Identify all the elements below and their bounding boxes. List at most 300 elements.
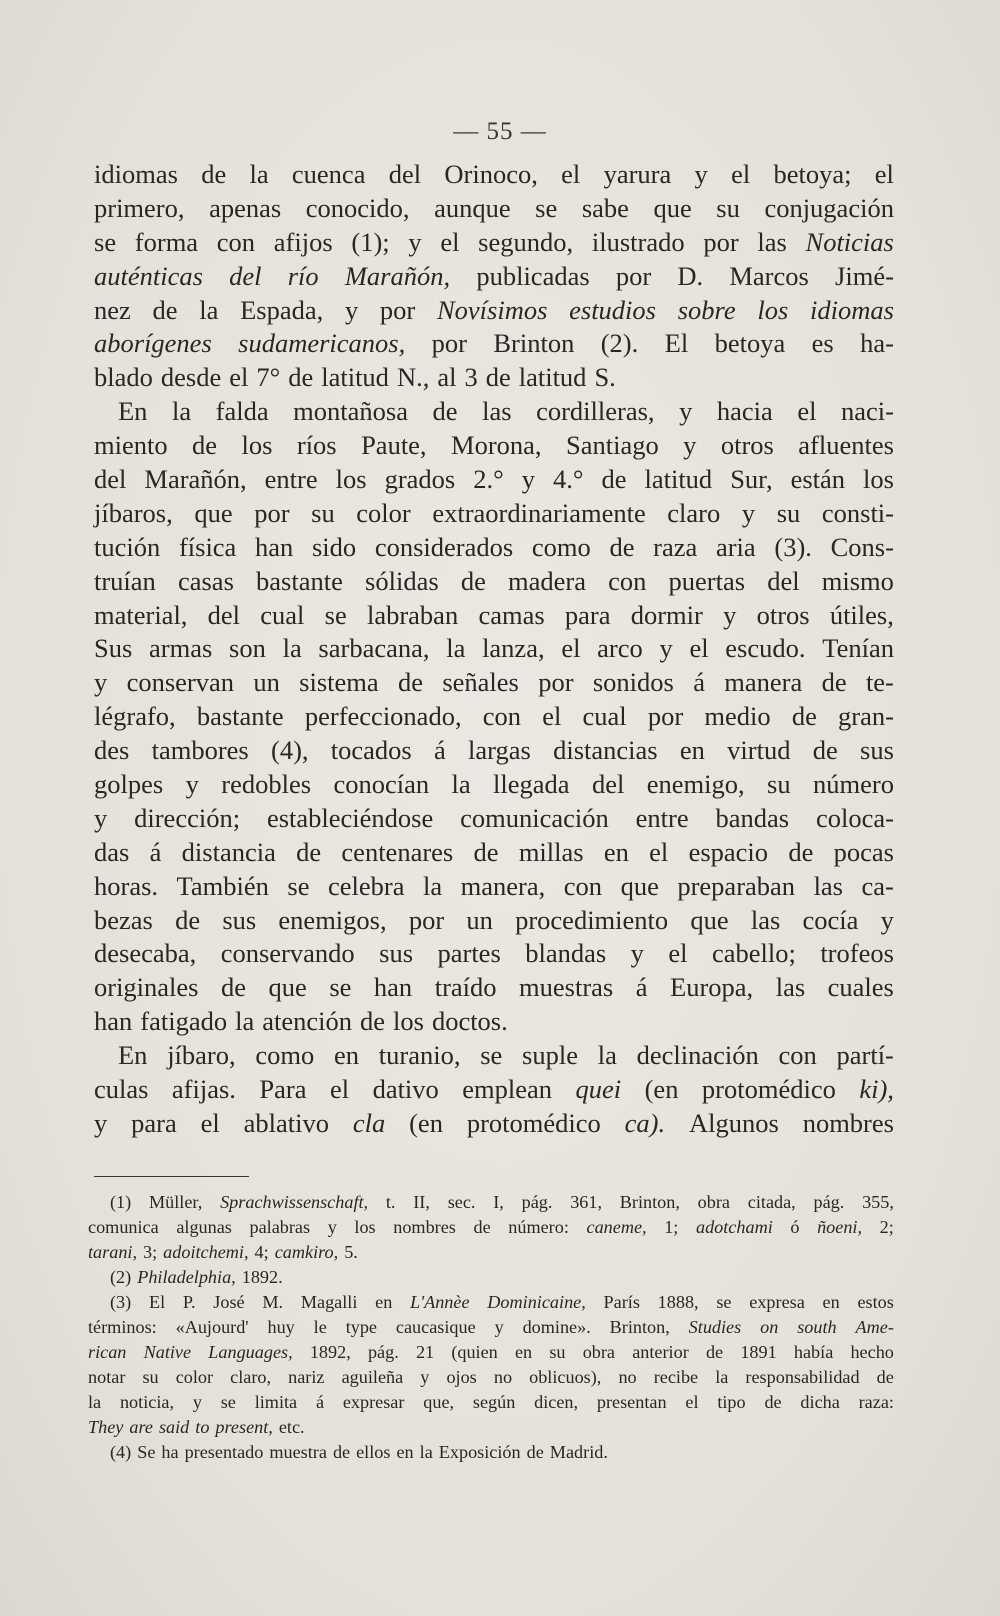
word: se (329, 972, 352, 1003)
word: José (213, 1292, 245, 1312)
word: comunica (88, 1217, 159, 1237)
word: (3) (110, 1292, 132, 1312)
word: notar (88, 1367, 126, 1387)
word: to (195, 1417, 210, 1437)
text-line (94, 1005, 894, 1039)
word: Madrid. (549, 1442, 608, 1462)
word: bezas (94, 904, 153, 935)
text-line (94, 870, 894, 904)
word: escudo. (725, 633, 806, 664)
word: (4) (110, 1442, 132, 1462)
word: I, (493, 1192, 504, 1212)
word: fatigado (140, 1006, 228, 1037)
word: protomédico (701, 1074, 836, 1105)
word: Native (143, 1342, 192, 1362)
word: sólidas (365, 565, 439, 596)
word: y (408, 226, 422, 257)
word: ríos (296, 430, 337, 461)
word: de (288, 362, 314, 393)
word: grados (384, 464, 456, 495)
word: el (329, 1074, 350, 1105)
word: cuenca (291, 159, 366, 189)
word: 1892, (309, 1342, 351, 1362)
word: en (514, 1342, 533, 1362)
word: por (615, 260, 652, 291)
word: suple (522, 1040, 578, 1071)
word: y (521, 464, 535, 495)
word: Europa, (670, 972, 754, 1003)
word: noticia, (119, 1392, 174, 1412)
footnote-line (88, 1415, 894, 1440)
word: son (229, 633, 266, 664)
word: y (344, 294, 359, 325)
word: enemigos, (278, 904, 387, 935)
word: (4), (271, 735, 309, 766)
word: conocido, (305, 192, 410, 223)
word: 3; (143, 1242, 158, 1262)
word: nez (94, 294, 131, 325)
word: sus (379, 938, 414, 969)
word: número: (508, 1217, 569, 1237)
word: virtud (727, 735, 791, 766)
word: 355, (862, 1192, 894, 1212)
word: muestras (519, 972, 614, 1003)
word: París (603, 1292, 640, 1312)
word: claro (667, 497, 721, 528)
word: falda (215, 396, 269, 427)
word: de (221, 972, 247, 1003)
word: protomédico (466, 1107, 601, 1138)
word: Marañón, (144, 464, 247, 495)
footnote-line (88, 1240, 894, 1265)
word: había (793, 1342, 834, 1362)
word: por (408, 904, 445, 935)
word: de (526, 1442, 544, 1462)
word: sido (311, 531, 357, 562)
word: en (679, 735, 705, 766)
word: llegada (493, 769, 570, 800)
word: del (229, 260, 262, 291)
word: traído (434, 972, 497, 1003)
word: 361, (570, 1192, 603, 1212)
word: de (432, 396, 458, 427)
word: que (620, 870, 659, 901)
text-line (94, 1073, 894, 1107)
word: claro, (230, 1367, 272, 1387)
word: Brinton, (619, 1192, 680, 1212)
word: ñoeni, (817, 1217, 863, 1237)
word: Ame- (855, 1317, 894, 1337)
word: á (149, 836, 162, 867)
footnote-line (88, 1315, 894, 1340)
footnote-separator (94, 1176, 249, 1177)
word: con (563, 870, 603, 901)
word: sistema (299, 667, 379, 698)
text-line (94, 192, 894, 226)
word: manera, (460, 870, 546, 901)
word: des (94, 735, 130, 766)
word: betoya; (773, 159, 852, 189)
word: (en (409, 1107, 443, 1138)
word: expresar (342, 1392, 405, 1412)
word: han (373, 972, 413, 1003)
word: (3). (774, 531, 812, 562)
word: 4.° (552, 464, 584, 495)
text-line (94, 497, 894, 531)
word: responsabilidad (745, 1367, 860, 1387)
word: nombres (393, 1217, 456, 1237)
word: de (175, 904, 201, 935)
word: presentado (184, 1442, 264, 1462)
word: estudios (569, 294, 656, 325)
word: su (311, 497, 335, 528)
word: sec. (447, 1192, 476, 1212)
word: ha (161, 1442, 179, 1462)
word: Espada, (240, 294, 324, 325)
word: de (473, 1217, 491, 1237)
word: conservando (220, 938, 355, 969)
word: entre (264, 464, 318, 495)
word: redobles (221, 769, 312, 800)
word: 2; (879, 1217, 894, 1237)
word: las (813, 870, 843, 901)
word: caneme, (586, 1217, 647, 1237)
word: y (880, 904, 894, 935)
word: (1); (351, 226, 390, 257)
word: por (379, 294, 416, 325)
word: según (472, 1392, 516, 1412)
word: Sur, (730, 464, 773, 495)
word: que (194, 497, 233, 528)
word: oblicuos), (529, 1367, 602, 1387)
word: bastante (256, 565, 343, 596)
word: cabello; (711, 938, 796, 969)
word: En (118, 1040, 148, 1071)
word: á (635, 972, 648, 1003)
word: bastante (196, 701, 284, 732)
word: de (601, 464, 627, 495)
word: el (797, 396, 817, 427)
word: Marcos (729, 260, 809, 291)
word: adotchami (695, 1217, 773, 1237)
word: (2) (110, 1267, 132, 1287)
word: pocas (833, 836, 894, 867)
word: doctos. (431, 1006, 508, 1037)
word: de (705, 1342, 724, 1362)
word: y (630, 938, 644, 969)
word: S. (594, 362, 616, 393)
word: Müller, (148, 1192, 203, 1212)
word: golpes (94, 769, 164, 800)
word: y (327, 1217, 337, 1237)
word: la (446, 633, 466, 664)
word: de (812, 735, 838, 766)
word: de (398, 667, 424, 698)
word: ilustrado (591, 226, 685, 257)
word: número (813, 769, 894, 800)
word: del (388, 159, 422, 189)
word: partí- (836, 1040, 894, 1071)
word: que, (423, 1392, 455, 1412)
word: su (776, 497, 801, 528)
word: Orinoco, (444, 159, 538, 189)
word: la (597, 1040, 617, 1071)
word: un (466, 904, 493, 935)
word: (2). (600, 328, 639, 359)
word: la (423, 870, 443, 901)
word: y (723, 599, 737, 630)
word: puertas (668, 565, 746, 596)
word: del (94, 464, 127, 495)
footnote-line (88, 1290, 894, 1315)
word: en (375, 1292, 393, 1312)
word: la (419, 1442, 433, 1462)
word: sudamericanos, (238, 328, 406, 359)
footnote-line (88, 1440, 894, 1465)
word: como (255, 1040, 315, 1071)
word: espacio (688, 836, 769, 867)
word: coloca- (815, 802, 894, 833)
word: y (94, 1107, 108, 1138)
word: las (775, 972, 806, 1003)
word: del (767, 565, 800, 596)
word: segundo, (478, 226, 574, 257)
word: aborígenes (94, 328, 212, 359)
word: ca). (624, 1107, 666, 1138)
word: quei (575, 1074, 622, 1105)
word: medio (704, 701, 771, 732)
word: le (313, 1317, 327, 1337)
footnote-line (88, 1340, 894, 1365)
word: declinación (636, 1040, 759, 1071)
word: en (334, 1040, 360, 1071)
word: de (296, 836, 322, 867)
word: M. (262, 1292, 284, 1312)
word: consti- (821, 497, 894, 528)
word: El (148, 1292, 166, 1312)
word: Sus (94, 633, 133, 664)
word: Magalli (300, 1292, 358, 1312)
word: 1; (664, 1217, 679, 1237)
word: un (253, 667, 280, 698)
word: el (561, 633, 581, 664)
footnote-line (88, 1365, 894, 1390)
word: tipo (717, 1392, 746, 1412)
word: al (437, 362, 457, 393)
word: de (473, 836, 499, 867)
word: y (683, 430, 697, 461)
word: con (778, 1040, 817, 1071)
word: Studies (688, 1317, 742, 1337)
word: ki), (859, 1074, 894, 1105)
word: cuales (827, 972, 894, 1003)
word: en (603, 836, 629, 867)
word: afijas. (171, 1074, 236, 1105)
word: mismo (821, 565, 894, 596)
word: de (791, 701, 817, 732)
word: física (178, 531, 237, 562)
word: cual (582, 701, 627, 732)
word: latitud (644, 464, 713, 495)
word: los (863, 464, 894, 495)
footnote-line (88, 1215, 894, 1240)
text-line (94, 565, 894, 599)
word: y (659, 633, 673, 664)
word: con (216, 226, 256, 257)
word: arco (597, 633, 643, 664)
word: que (690, 904, 729, 935)
word: cual (260, 599, 305, 630)
word: cocía (802, 904, 859, 935)
body-text (94, 158, 894, 1141)
word: sabe (581, 192, 629, 223)
word: de (152, 294, 178, 325)
word: procedimiento (515, 904, 669, 935)
word: se (716, 1292, 732, 1312)
word: auténticas (94, 260, 203, 291)
word: hacia (716, 396, 773, 427)
word: south (797, 1317, 837, 1337)
text-line (94, 904, 894, 938)
word: partes (437, 938, 501, 969)
word: se (480, 1040, 503, 1071)
word: type (345, 1317, 378, 1337)
word: y (192, 1392, 202, 1412)
word: latitud (518, 362, 587, 393)
word: ojos (446, 1367, 477, 1387)
word: te- (865, 667, 894, 698)
word: originales (94, 972, 199, 1003)
word: conocían (333, 769, 430, 800)
word: muestra (269, 1442, 327, 1462)
word: sobre (677, 294, 736, 325)
word: obra (582, 1342, 616, 1362)
word: el (685, 1392, 699, 1412)
word: Brinton (493, 328, 575, 359)
word: 1891 (740, 1342, 777, 1362)
word: perfeccionado, (304, 701, 462, 732)
word: de (788, 836, 814, 867)
word: otros (756, 599, 810, 630)
word: los (354, 1217, 376, 1237)
word: II, (413, 1192, 430, 1212)
word: Novísimos (436, 294, 548, 325)
word: el (200, 1107, 220, 1138)
text-line (94, 395, 894, 429)
word: la (715, 1367, 729, 1387)
word: algunas (176, 1217, 232, 1237)
word: aunque (434, 192, 511, 223)
word: N., (396, 362, 430, 393)
word: limita (254, 1392, 298, 1412)
word: y (94, 667, 108, 698)
word: ellos (356, 1442, 391, 1462)
word: se (94, 226, 117, 257)
word: las (482, 396, 512, 427)
word: para (131, 1107, 177, 1138)
word: 7° (256, 362, 281, 393)
word: anterior (632, 1342, 689, 1362)
word: de (332, 1442, 351, 1462)
text-line (94, 226, 894, 260)
word: citada, (747, 1192, 796, 1212)
word: cordilleras, (536, 396, 655, 427)
word: «Aujourd' (175, 1317, 249, 1337)
word: su (142, 1367, 159, 1387)
word: rican (88, 1342, 127, 1362)
word: 2.° (473, 464, 504, 495)
word: las (757, 226, 787, 257)
word: su (716, 192, 740, 223)
footnote-line (88, 1390, 894, 1415)
word: légrafo, (94, 701, 176, 732)
word: desecaba, (94, 938, 197, 969)
word: extraordinariamente (432, 497, 646, 528)
word: Languages, (208, 1342, 293, 1362)
word: hecho (850, 1342, 894, 1362)
word: la (249, 159, 269, 189)
word: ó (790, 1217, 800, 1237)
word: Morona, (451, 430, 542, 461)
page-number: — 55 — (453, 118, 547, 145)
word: por (647, 701, 684, 732)
word: They (88, 1417, 124, 1437)
word: río (287, 260, 319, 291)
word: D. (677, 260, 704, 291)
word: (en (644, 1074, 679, 1105)
word: de (821, 667, 847, 698)
word: no (493, 1367, 513, 1387)
word: con (482, 701, 522, 732)
word: tarani, (88, 1242, 138, 1262)
word: los (335, 464, 367, 495)
word: de (460, 565, 486, 596)
word: lanza, (482, 633, 545, 664)
word: de (192, 430, 218, 461)
text-line (94, 971, 894, 1005)
word: Santiago (565, 430, 659, 461)
word: L'Annèe (410, 1292, 470, 1312)
word: nombres (802, 1107, 894, 1138)
word: el (542, 701, 562, 732)
word: su (549, 1342, 566, 1362)
word: También (176, 870, 269, 901)
word: blado (94, 362, 153, 393)
text-line (94, 260, 894, 294)
word: el (649, 836, 669, 867)
word: miento (94, 430, 168, 461)
word: términos: (88, 1317, 157, 1337)
word: raza (653, 531, 698, 562)
word: P. (182, 1292, 196, 1312)
word: la (199, 294, 219, 325)
word: En (118, 396, 148, 427)
word: han (255, 531, 294, 562)
word: tambores (151, 735, 249, 766)
word: are (129, 1417, 153, 1437)
word: aria (715, 531, 756, 562)
text-line (94, 294, 894, 328)
word: truían (94, 565, 156, 596)
word: casas (177, 565, 234, 596)
word: de (485, 362, 511, 393)
word: del (591, 769, 625, 800)
word: conjugación (764, 192, 894, 223)
word: yarura (603, 159, 672, 189)
word: Dominicaine, (487, 1292, 586, 1312)
word: pág. (367, 1342, 399, 1362)
word: dativo (372, 1074, 439, 1105)
